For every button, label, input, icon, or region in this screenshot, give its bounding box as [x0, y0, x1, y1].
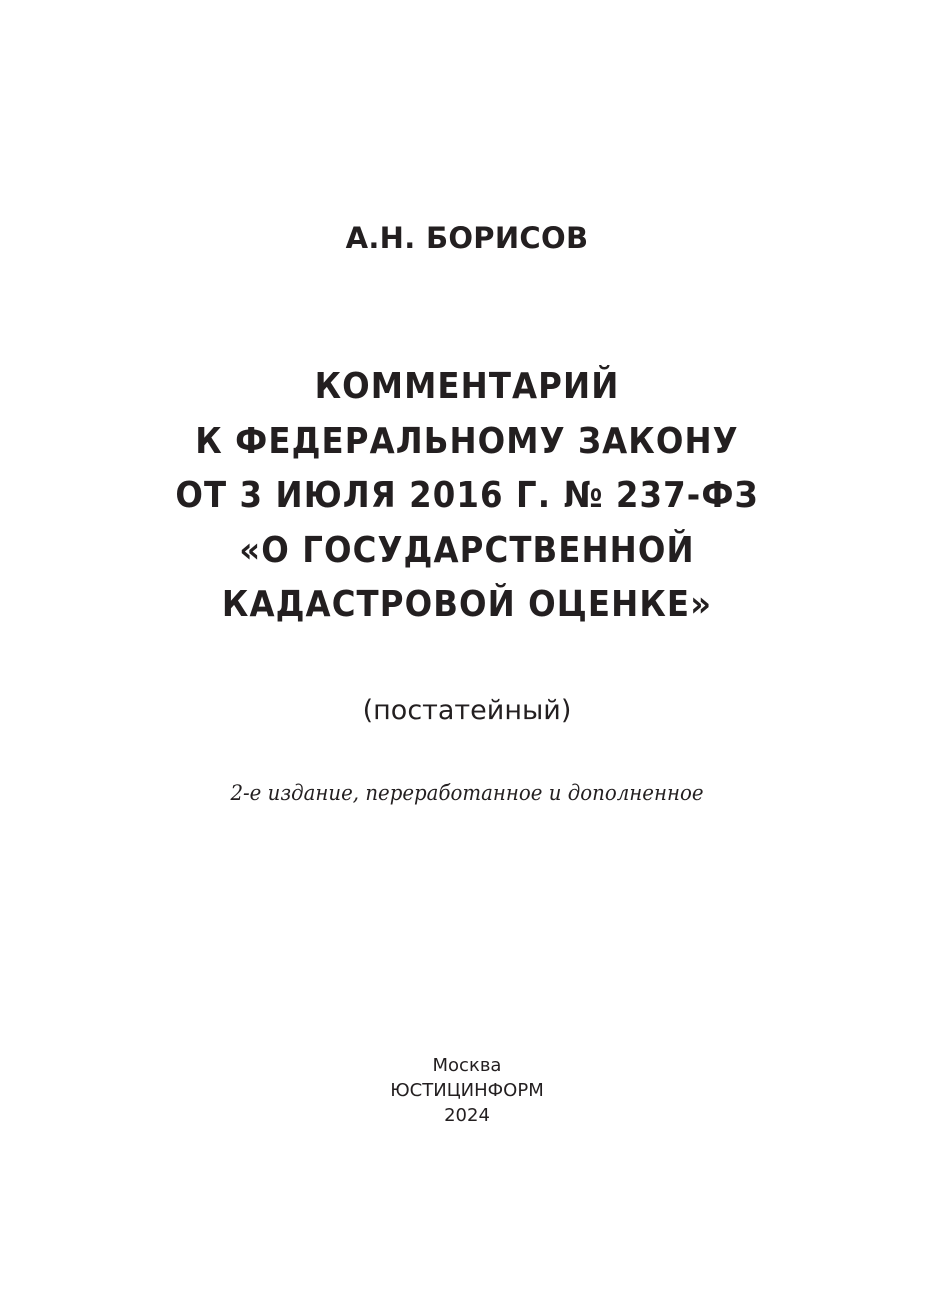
book-title-line: ОТ 3 ИЮЛЯ 2016 Г. № 237-ФЗ — [175, 475, 759, 516]
book-title-line: «О ГОСУДАРСТВЕННОЙ — [239, 529, 695, 571]
edition-note: 2-е издание, переработанное и дополненное — [230, 781, 704, 805]
imprint — [0, 1053, 934, 1128]
book-subtitle: (постатейный) — [362, 695, 572, 726]
imprint-year: 2024 — [444, 1105, 490, 1126]
author-name: А.Н. БОРИСОВ — [345, 221, 589, 255]
book-title-line: КАДАСТРОВОЙ ОЦЕНКЕ» — [221, 584, 713, 625]
imprint-city: Москва — [432, 1055, 502, 1076]
book-title — [0, 360, 934, 633]
book-title-line: КОММЕНТАРИЙ — [314, 366, 620, 407]
book-title-line: К ФЕДЕРАЛЬНОМУ ЗАКОНУ — [195, 420, 739, 462]
imprint-publisher: ЮСТИЦИНФОРМ — [390, 1080, 544, 1101]
